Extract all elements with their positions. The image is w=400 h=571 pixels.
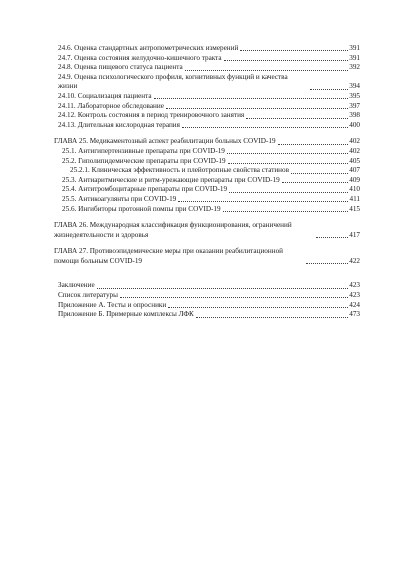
dot-leader [178,201,348,202]
toc-entry-page: 402 [349,137,360,146]
toc-entry [40,291,360,301]
dot-leader [182,127,348,128]
toc-entry-label: 24.9. Оценка психологического профиля, когнитивных функций и качества жизни [58,72,288,91]
toc-section-24 [40,44,360,130]
dot-leader [120,297,348,298]
toc-entry-label: 25.2. Гиполипидемические препараты при COVID-19 [62,156,226,165]
toc-entry-label: 24.12. Контроль состояния в период тренировочного занятия [58,111,245,120]
toc-entry-label: 25.1. Антигипертензивные препараты при COVID-19 [62,146,225,155]
toc-entry-page: 423 [349,291,360,300]
toc-entry-label: Заключение [58,281,95,290]
toc-entry-page: 410 [349,185,360,194]
toc-entry-label: 24.6. Оценка стандартных антропометрических измерений [58,44,239,52]
dot-leader [223,211,349,212]
toc-entry [40,63,360,73]
toc-entry [40,205,360,215]
toc-chapter-label: ГЛАВА 25. Медикаментозный аспект реабилитации больных COVID-19 [54,137,276,146]
toc-entry-page: 409 [349,175,360,184]
toc-entry-label: Приложение Б. Примерные комплексы ЛФК [58,310,194,319]
dot-leader [166,108,348,109]
toc-chapter-25 [40,137,360,214]
toc-entry-label: Список литературы [58,291,118,300]
toc-entry [40,111,360,121]
dot-leader [228,163,349,164]
toc-entry-label: Приложение А. Тесты и опросники [58,300,167,309]
toc-entry-label: 24.11. Лабораторное обследование [58,101,164,110]
toc-entry-label: 24.10. Социализация пациента [58,91,152,100]
toc-entry-label: 24.8. Оценка пищевого статуса пациента [58,63,183,72]
dot-leader [306,263,348,264]
toc-entry [40,92,360,102]
dot-leader [240,50,348,51]
toc-entry-page: 407 [349,166,360,175]
toc-entry-label: 24.13. Длительная кислородная терапия [58,120,180,129]
toc-back-matter [40,281,360,319]
toc-chapter-27 [40,247,360,266]
toc-entry-page: 398 [349,111,360,120]
dot-leader [310,89,348,90]
toc-entry-page: 392 [349,63,360,72]
dot-leader [278,144,349,145]
toc-entry-label: 25.4. Антитромбоцитарные препараты при COVID-19 [62,185,228,194]
toc-entry-page: 395 [349,91,360,100]
toc-entry-page: 394 [349,82,360,91]
dot-leader [316,237,348,238]
dot-leader [224,60,349,61]
toc-entry [40,176,360,186]
toc-entry [40,157,360,167]
toc-entry [40,147,360,157]
toc-entry-label: 24.7. Оценка состояния желудочно-кишечного тракта [58,53,222,62]
toc-entry-page: 402 [349,146,360,155]
toc-entry-page: 417 [349,230,360,239]
toc-entry-page: 411 [349,194,360,203]
dot-leader [196,317,348,318]
toc-entry-page: 423 [349,281,360,290]
dot-leader [97,288,349,289]
dot-leader [246,118,348,119]
toc-entry [40,301,360,311]
toc-entry-page: 400 [349,120,360,129]
toc-entry-page: 473 [349,310,360,319]
dot-leader [229,192,348,193]
toc-entry-label: 25.3. Антиаритмические и ритм-урежающие препараты при COVID-19 [62,175,280,184]
dot-leader [227,153,348,154]
dot-leader [168,307,348,308]
toc-entry-page: 415 [349,204,360,213]
toc-entry [40,121,360,131]
toc-entry [40,54,360,64]
toc-entry [40,102,360,112]
toc-entry-label: 25.5. Антикоагулянты при COVID-19 [62,194,177,203]
toc-entry-label: 25.2.1. Клиническая эффективность и плейотропные свойства статинов [70,166,290,175]
toc-entry-page: 424 [349,300,360,309]
toc-chapter-label: ГЛАВА 27. Противоэпидемические меры при оказании реабилитационной помощи больным COVID-19 [54,247,284,265]
toc-entry-page: 397 [349,101,360,110]
toc-entry [40,44,360,54]
toc-entry-label: 25.6. Ингибиторы протонной помпы при COVID-19 [62,204,221,213]
dot-leader [185,70,349,71]
spacer [40,273,360,281]
dot-leader [282,182,348,183]
toc-chapter-entry [40,221,360,240]
toc-entry [40,281,360,291]
toc-entry-page: 391 [349,44,360,52]
toc-chapter-entry [40,247,360,266]
dot-leader [291,173,348,174]
toc-entry [40,166,360,176]
toc-chapter-26 [40,221,360,240]
toc-entry [40,310,360,320]
toc-entry-page: 391 [349,53,360,62]
toc-entry-page: 422 [349,256,360,265]
toc-chapter-entry [40,137,360,147]
table-of-contents [40,44,360,327]
toc-entry [40,73,360,92]
toc-entry-page: 405 [349,156,360,165]
toc-chapter-label: ГЛАВА 26. Международная классификация функционирования, ограничений жизнедеятельности и здоровья [54,221,292,239]
toc-entry [40,195,360,205]
dot-leader [154,98,349,99]
toc-entry [40,185,360,195]
